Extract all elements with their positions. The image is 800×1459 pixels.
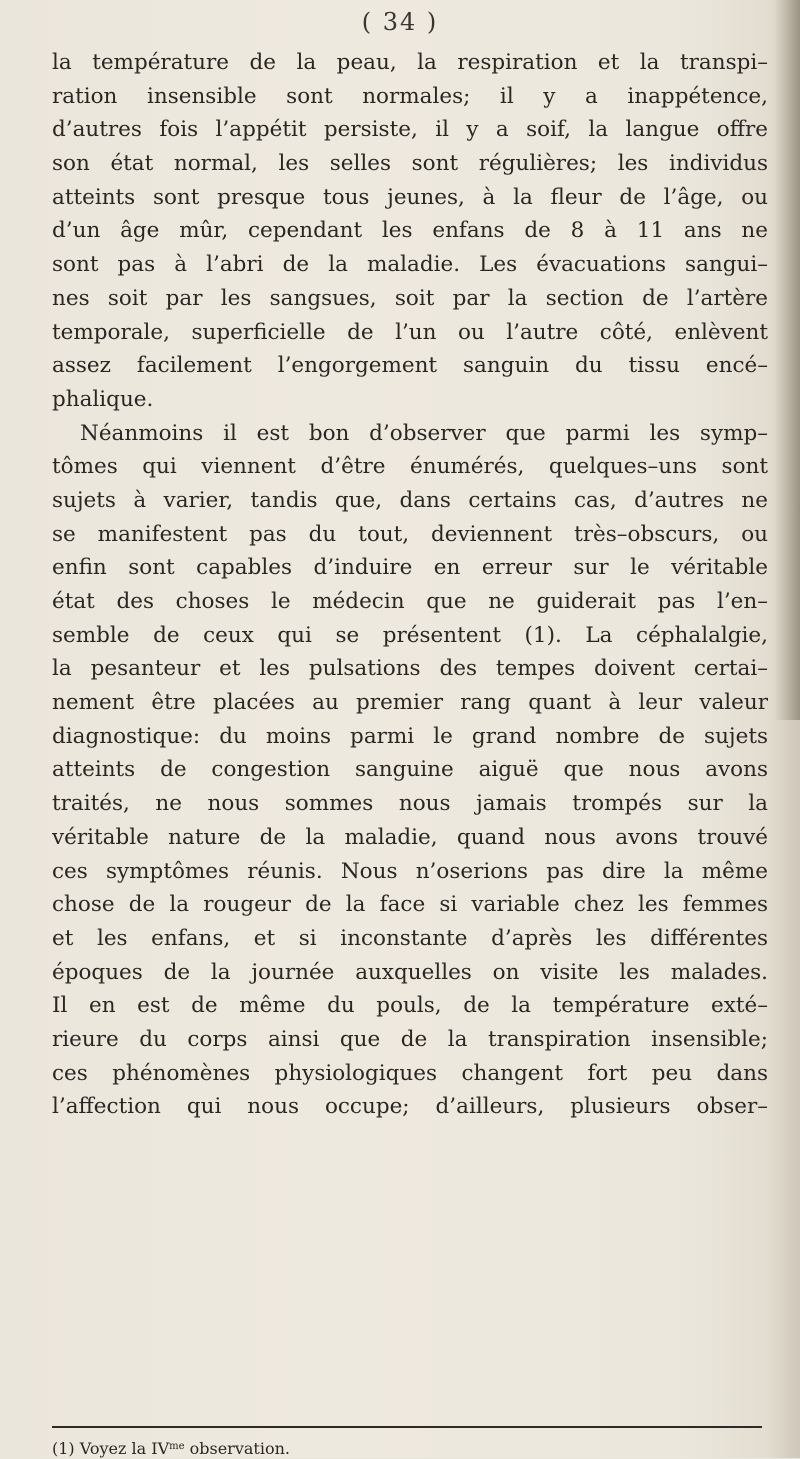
text-line: d’un âge mûr, cependant les enfans de 8 à 11 ans ne [52, 218, 768, 244]
text-line: ces symptômes réunis. Nous n’oserions pas dire la même [52, 858, 768, 884]
footnote-text-before: Voyez la IV [79, 1439, 170, 1458]
footnote-superscript: me [169, 1441, 185, 1452]
text-line: et les enfans, et si inconstante d’après les différentes [52, 925, 768, 951]
text-line: tômes qui viennent d’être énumérés, quelques–uns sont [52, 454, 768, 480]
page-edge-shadow [774, 0, 800, 720]
page-number: ( 34 ) [361, 8, 439, 36]
text-line: nes soit par les sangsues, soit par la section de l’artère [52, 285, 768, 311]
text-line: état des choses le médecin que ne guiderait pas l’en– [52, 589, 768, 614]
text-line: atteints de congestion sanguine aiguë que nous avons [52, 757, 768, 783]
text-line: ces phénomènes physiologiques changent fort peu dans [52, 1060, 768, 1086]
text-line: d’autres fois l’appétit persiste, il y a soif, la langue offre [52, 117, 768, 143]
text-line: l’affection qui nous occupe; d’ailleurs, plusieurs obser– [52, 1094, 768, 1120]
text-line: atteints sont presque tous jeunes, à la fleur de l’âge, ou [52, 184, 768, 210]
text-line: chose de la rougeur de la face si variable chez les femmes [52, 892, 768, 918]
text-line: se manifestent pas du tout, deviennent très–obscurs, ou [52, 521, 768, 547]
text-line: son état normal, les selles sont régulières; les individus [52, 151, 768, 177]
text-line: Il en est de même du pouls, de la température exté– [52, 993, 768, 1019]
text-line: la température de la peau, la respiration et la transpi– [52, 50, 768, 75]
body-text [52, 46, 768, 1124]
text-line: ration insensible sont normales; il y a inappétence, [52, 83, 768, 109]
text-line: enfin sont capables d’induire en erreur sur le véritable [52, 555, 768, 581]
text-line: semble de ceux qui se présentent (1). La céphalalgie, [52, 622, 768, 648]
text-line: temporale, superficielle de l’un ou l’autre côté, enlèvent [52, 319, 768, 345]
text-line: nement être placées au premier rang quant à leur valeur [52, 690, 768, 716]
footnote-text-after: observation. [184, 1439, 290, 1458]
text-line: diagnostique: du moins parmi le grand nombre de sujets [52, 723, 768, 749]
text-line: assez facilement l’engorgement sanguin du tissu encé– [52, 353, 768, 379]
text-line: phalique. [52, 386, 154, 412]
text-line: rieure du corps ainsi que de la transpiration insensible; [52, 1026, 768, 1052]
footnote-divider [52, 1426, 762, 1428]
text-line: véritable nature de la maladie, quand nous avons trouvé [52, 824, 768, 850]
text-line: sont pas à l’abri de la maladie. Les évacuations sangui– [52, 252, 768, 278]
footnote-marker: (1) [52, 1439, 75, 1458]
text-line: sujets à varier, tandis que, dans certains cas, d’autres ne [52, 487, 768, 513]
footnote [52, 1437, 290, 1459]
text-line: la pesanteur et les pulsations des tempes doivent certai– [52, 656, 768, 682]
paragraph-start-line: Néanmoins il est bon d’observer que parmi les symp– [80, 420, 768, 446]
text-line: traités, ne nous sommes nous jamais trompés sur la [52, 791, 768, 817]
text-line: époques de la journée auxquelles on visite les malades. [52, 959, 768, 985]
